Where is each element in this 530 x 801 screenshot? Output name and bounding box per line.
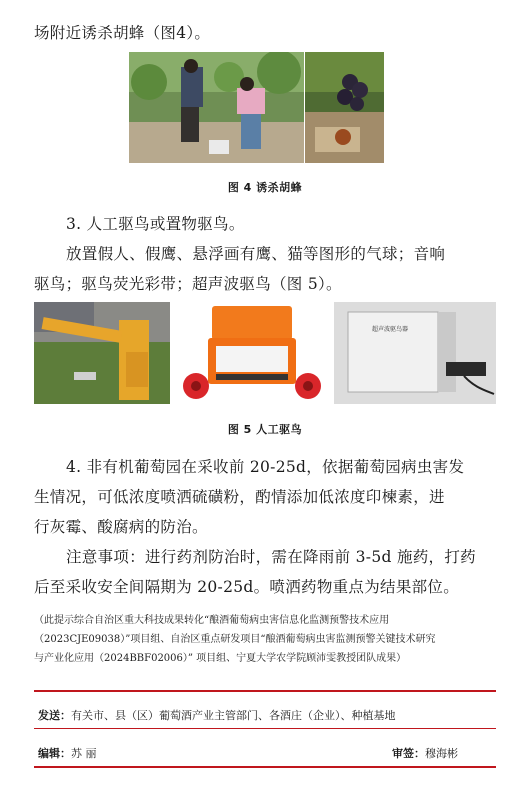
footer-rule-top (34, 690, 496, 692)
editor-name: 苏 丽 (71, 747, 97, 760)
paragraph-top: 场附近诱杀胡蜂（图4）。 (34, 24, 211, 42)
notes-line-2: 后至采收安全间隔期为 20-25d。喷洒药物重点为结果部位。 (34, 578, 460, 596)
send-text: 有关市、县（区）葡萄酒产业主管部门、各酒庄（企业）、种植基地 (71, 709, 396, 722)
attribution-line-1: （此提示综合自治区重大科技成果转化“酿酒葡萄病虫害信息化监测预警技术应用 (34, 615, 390, 626)
attribution-line-3: 与产业化应用（2024BBF02006）” 项目组、宁夏大学农学院顾沛雯教授团队成果） (34, 653, 407, 664)
editor-label: 编辑： (38, 747, 71, 760)
reviewer-label: 审签： (392, 747, 425, 760)
figure-4-photo-left (129, 52, 304, 163)
footer-reviewer-row (392, 742, 458, 761)
figure-5-photo-scarecrow-cannon (34, 302, 170, 404)
section-4-line-2: 生情况，可低浓度喷洒硫磺粉，酌情添加低浓度印楝素，进 (34, 488, 445, 506)
section-3-heading: 3. 人工驱鸟或置物驱鸟。 (66, 215, 245, 233)
section-4-line-1: 4. 非有机葡萄园在采收前 20-25d，依据葡萄园病虫害发 (66, 458, 465, 476)
footer-send-row (38, 704, 530, 723)
section-3-line-2: 驱鸟；驱鸟荧光彩带；超声波驱鸟（图 5）。 (34, 275, 342, 293)
footer-rule-bottom (34, 766, 496, 768)
send-label: 发送： (38, 709, 71, 722)
figure-5-caption: 图 5 人工驱鸟 (227, 423, 303, 436)
section-3-line-1: 放置假人、假鹰、悬浮画有鹰、猫等图形的气球；音响 (66, 245, 446, 263)
section-4-line-3: 行灰霉、酸腐病的防治。 (34, 518, 208, 536)
figure-5-photo-ultrasonic (334, 302, 496, 404)
figure-4-caption: 图 4 诱杀胡蜂 (227, 181, 303, 194)
figure-5-photo-sound-device (176, 302, 328, 404)
footer-rule-middle (34, 728, 496, 729)
ultrasonic-panel-label: 超声波驱鸟器 (372, 326, 409, 333)
figure-4-photo-right (305, 52, 384, 163)
notes-line-1: 注意事项：进行药剂防治时，需在降雨前 3-5d 施药，打药 (66, 548, 476, 566)
reviewer-name: 穆海彬 (425, 747, 458, 760)
attribution-line-2: （2023CJE09038）”项目组、自治区重点研发项目“酿酒葡萄病虫害监测预警关键技术研究 (34, 634, 436, 645)
